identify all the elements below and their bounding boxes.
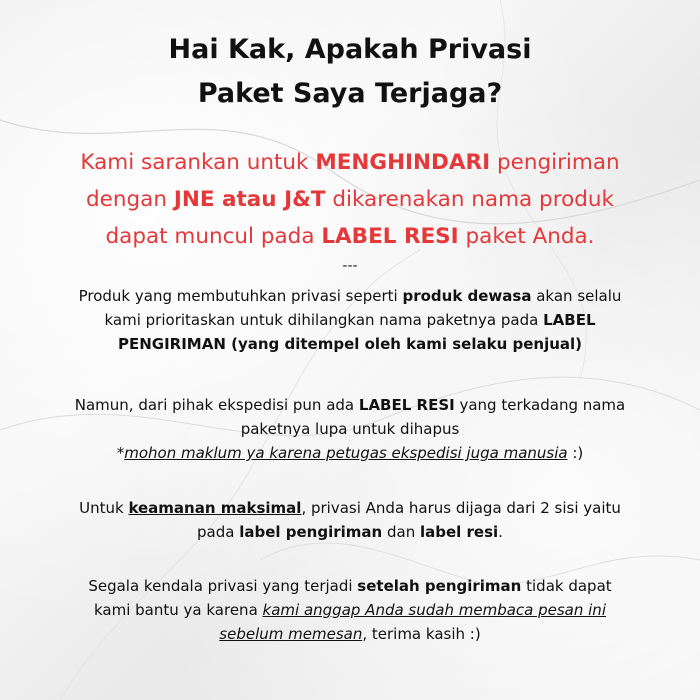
paragraph-line bbox=[0, 441, 700, 465]
paragraph-line bbox=[0, 598, 700, 622]
warning-line-3 bbox=[0, 218, 700, 255]
paragraph-line bbox=[0, 417, 700, 441]
italic-underlined-text: kami anggap Anda sudah membaca pesan ini bbox=[262, 601, 606, 619]
text: kami bantu ya karena bbox=[94, 601, 263, 619]
text: akan selalu bbox=[531, 287, 622, 305]
bold-text: label resi bbox=[419, 523, 499, 541]
paragraph-line bbox=[0, 496, 700, 520]
bold-text: produk dewasa bbox=[402, 287, 532, 305]
warning-text: pengiriman bbox=[490, 150, 620, 175]
bold-text: LABEL RESI bbox=[358, 396, 455, 414]
warning-emphasis: LABEL RESI bbox=[321, 224, 459, 249]
paragraph-line bbox=[0, 284, 700, 308]
warning-line-1 bbox=[0, 144, 700, 181]
text: paketnya lupa untuk dihapus bbox=[240, 420, 460, 438]
text: , privasi Anda harus dijaga dari 2 sisi yaitu bbox=[301, 499, 621, 517]
paragraph-line bbox=[0, 574, 700, 598]
text: tidak dapat bbox=[521, 577, 612, 595]
paragraph-line bbox=[0, 520, 700, 544]
text: , terima kasih :) bbox=[362, 625, 481, 643]
warning-message bbox=[0, 144, 700, 255]
text: Produk yang membutuhkan privasi seperti bbox=[78, 287, 403, 305]
text: pada bbox=[197, 523, 240, 541]
italic-underlined-text: mohon maklum ya karena petugas ekspedisi juga manusia bbox=[124, 444, 568, 462]
italic-underlined-text: sebelum memesan bbox=[219, 625, 363, 643]
bold-text: LABEL bbox=[543, 311, 596, 329]
warning-emphasis: JNE atau J&T bbox=[173, 187, 326, 212]
warning-line-2 bbox=[0, 181, 700, 218]
title-line-2: Paket Saya Terjaga? bbox=[197, 78, 503, 109]
text: yang terkadang nama bbox=[454, 396, 626, 414]
title-line-1: Hai Kak, Apakah Privasi bbox=[168, 34, 532, 65]
paragraph-line bbox=[0, 622, 700, 646]
text: kami prioritaskan untuk dihilangkan nama paketnya pada bbox=[104, 311, 544, 329]
warning-text: Kami sarankan untuk bbox=[80, 150, 316, 175]
paragraph-after-shipping bbox=[0, 574, 700, 646]
text: dan bbox=[382, 523, 420, 541]
text: :) bbox=[567, 444, 584, 462]
page-title bbox=[0, 28, 700, 116]
warning-text: dapat muncul pada bbox=[105, 224, 322, 249]
paragraph-line bbox=[0, 393, 700, 417]
paragraph-line bbox=[0, 332, 700, 356]
text: . bbox=[498, 523, 503, 541]
warning-text: paket Anda. bbox=[458, 224, 595, 249]
warning-text: dengan bbox=[86, 187, 174, 212]
paragraph-adult-products bbox=[0, 284, 700, 356]
text: * bbox=[116, 444, 125, 462]
bold-text: setelah pengiriman bbox=[357, 577, 522, 595]
bold-text: PENGIRIMAN (yang ditempel oleh kami selaku penjual) bbox=[117, 335, 583, 353]
paragraph-max-security bbox=[0, 496, 700, 544]
text: Segala kendala privasi yang terjadi bbox=[88, 577, 358, 595]
warning-emphasis: MENGHINDARI bbox=[315, 150, 491, 175]
paragraph-expedition-label bbox=[0, 393, 700, 465]
text: Untuk bbox=[79, 499, 129, 517]
warning-text: dikarenakan nama produk bbox=[325, 187, 614, 212]
paragraph-line bbox=[0, 308, 700, 332]
bold-text: label pengiriman bbox=[239, 523, 383, 541]
bold-underlined-text: keamanan maksimal bbox=[128, 499, 302, 517]
text: Namun, dari pihak ekspedisi pun ada bbox=[74, 396, 359, 414]
separator: --- bbox=[342, 258, 358, 274]
